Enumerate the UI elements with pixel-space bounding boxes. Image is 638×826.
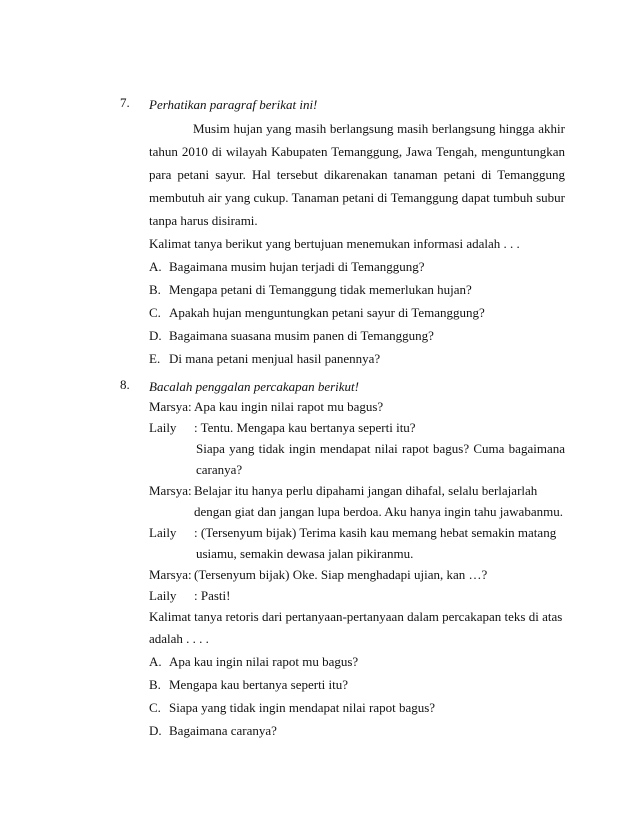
question-instruction: Perhatikan paragraf berikat ini! [149,97,318,112]
dialogue-line: Marsya: Belajar itu hanya perlu dipahami jangan dihafal, selalu berlajarlah dengan giat dan jangan lupa berdoa. Aku hanya ingin tahu jawabanmu. [149,483,563,519]
dialogue-line: Laily : Tentu. Mengapa kau bertanya seperti itu? Siapa yang tidak ingin mendapat nilai rapot bagus? Cuma bagaimana caranya? [149,420,565,477]
dialogue-line: Marsya: (Tersenyum bijak) Oke. Siap menghadapi ujian, kan …? [149,567,488,582]
question-number: 8. [120,377,130,392]
dialogue-line: Laily : (Tersenyum bijak) Terima kasih kau memang hebat semakin matang usiamu, semakin dewasa jalan pikiranmu. [149,525,557,561]
option-b: B. Mengapa petani di Temanggung tidak memerlukan hujan? [149,282,472,297]
option-d: D. Bagaimana suasana musim panen di Temanggung? [149,328,434,343]
question-number: 7. [120,95,130,110]
option-c: C. Siapa yang tidak ingin mendapat nilai rapot bagus? [149,700,436,715]
question-stem-continued: adalah . . . . [149,631,209,646]
option-b: B. Mengapa kau bertanya seperti itu? [149,677,349,692]
question-stem: Kalimat tanya retoris dari pertanyaan-pertanyaan dalam percakapan teks di atas [149,609,563,624]
option-e: E. Di mana petani menjual hasil panennya? [149,351,381,366]
option-d: D. Bagaimana caranya? [149,723,277,738]
question-instruction: Bacalah penggalan percakapan berikut! [149,379,359,394]
question-stem: Kalimat tanya berikut yang bertujuan menemukan informasi adalah . . . [149,236,520,251]
option-a: A. Bagaimana musim hujan terjadi di Temanggung? [149,259,425,274]
dialogue-line: Marsya: Apa kau ingin nilai rapot mu bagus? [149,399,384,414]
option-c: C. Apakah hujan menguntungkan petani sayur di Temanggung? [149,305,485,320]
dialogue-line: Laily : Pasti! [149,588,231,603]
reading-paragraph: Musim hujan yang masih berlangsung masih berlangsung hingga akhir tahun 2010 di wilayah Kabupaten Temanggung, Jawa Tengah, menguntungkan para petani sayur. Hal tersebut dikarenakan tanaman petani di Temanggung membutuh air yang cukup. Tanaman petani di Temanggung dapat tumbuh subur tanpa harus disirami. [149,121,565,228]
option-a: A. Apa kau ingin nilai rapot mu bagus? [149,654,359,669]
